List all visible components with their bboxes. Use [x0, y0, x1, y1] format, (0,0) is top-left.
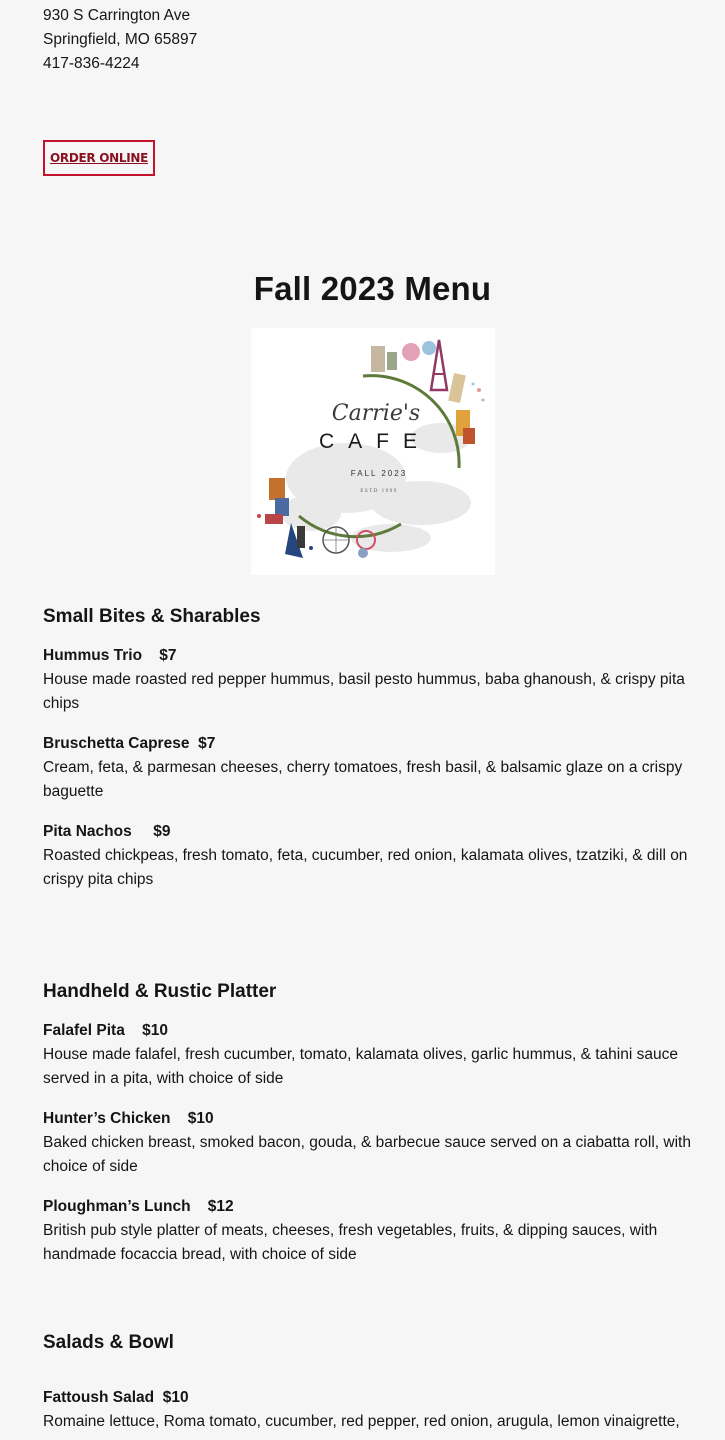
menu-item [43, 732, 703, 804]
item-description: British pub style platter of meats, cheeses, fresh vegetables, fruits, & dipping sauces, with handmade focaccia bread, with choice of side [43, 1222, 658, 1263]
item-name: Hummus Trio [43, 647, 143, 664]
logo-estd-text: ESTD 1999 [360, 489, 398, 494]
item-description: Baked chicken breast, smoked bacon, gouda, & barbecue sauce served on a ciabatta roll, with choice of side [43, 1134, 691, 1175]
section-title: Small Bites & Sharables [43, 606, 261, 627]
item-heading [43, 820, 703, 844]
item-heading [43, 1107, 703, 1131]
item-price: $12 [207, 1198, 234, 1215]
cafe-logo-graphic [251, 328, 495, 575]
menu-section-small-bites [43, 605, 703, 892]
menu-item [43, 1386, 703, 1434]
logo-script-text: Carrie's [331, 401, 421, 426]
item-heading [43, 732, 703, 756]
section-title: Salads & Bowl [43, 1332, 174, 1353]
address-block [43, 4, 197, 76]
menu-title: Fall 2023 Menu [253, 270, 492, 307]
item-name: Falafel Pita [43, 1022, 125, 1039]
item-description: House made falafel, fresh cucumber, tomato, kalamata olives, garlic hummus, & tahini sauce served in a pita, with choice of side [43, 1046, 678, 1087]
item-description: Romaine lettuce, Roma tomato, cucumber, red pepper, red onion, arugula, lemon vinaigrette, [43, 1413, 680, 1430]
address-city: Springfield, MO 65897 [43, 31, 198, 48]
section-title: Handheld & Rustic Platter [43, 981, 277, 1002]
item-price: $7 [198, 735, 216, 752]
item-heading [43, 644, 703, 668]
menu-item [43, 1107, 703, 1179]
item-name: Fattoush Salad [43, 1389, 155, 1406]
item-name: Bruschetta Caprese [43, 735, 190, 752]
item-heading [43, 1019, 703, 1043]
phone-number[interactable]: 417-836-4224 [43, 55, 140, 72]
order-online-button[interactable]: ORDER ONLINE [43, 140, 155, 176]
item-price: $10 [187, 1110, 214, 1127]
item-heading [43, 1195, 703, 1219]
logo-season-text: FALL 2023 [350, 469, 408, 478]
item-name: Pita Nachos [43, 823, 132, 840]
item-price: $10 [142, 1022, 168, 1039]
menu-item [43, 644, 703, 716]
item-description: Cream, feta, & parmesan cheeses, cherry tomatoes, fresh basil, & balsamic glaze on a crispy baguette [43, 759, 683, 800]
menu-item [43, 1019, 703, 1091]
menu-section-salads [43, 1331, 703, 1434]
logo-cafe-text: CAFE [318, 430, 432, 453]
item-price: $10 [162, 1389, 189, 1406]
menu-item [43, 820, 703, 892]
item-price: $9 [153, 823, 171, 840]
address-street: 930 S Carrington Ave [43, 7, 191, 24]
item-name: Ploughman’s Lunch [43, 1198, 191, 1215]
menu-section-handheld [43, 980, 703, 1267]
item-price: $7 [159, 647, 177, 664]
item-description: Roasted chickpeas, fresh tomato, feta, cucumber, red onion, kalamata olives, tzatziki, & dill on crispy pita chips [43, 847, 688, 888]
item-heading [43, 1386, 703, 1410]
menu-item [43, 1195, 703, 1267]
cafe-logo [251, 328, 495, 575]
item-description: House made roasted red pepper hummus, basil pesto hummus, baba ghanoush, & crispy pita chips [43, 671, 685, 712]
item-name: Hunter’s Chicken [43, 1110, 171, 1127]
